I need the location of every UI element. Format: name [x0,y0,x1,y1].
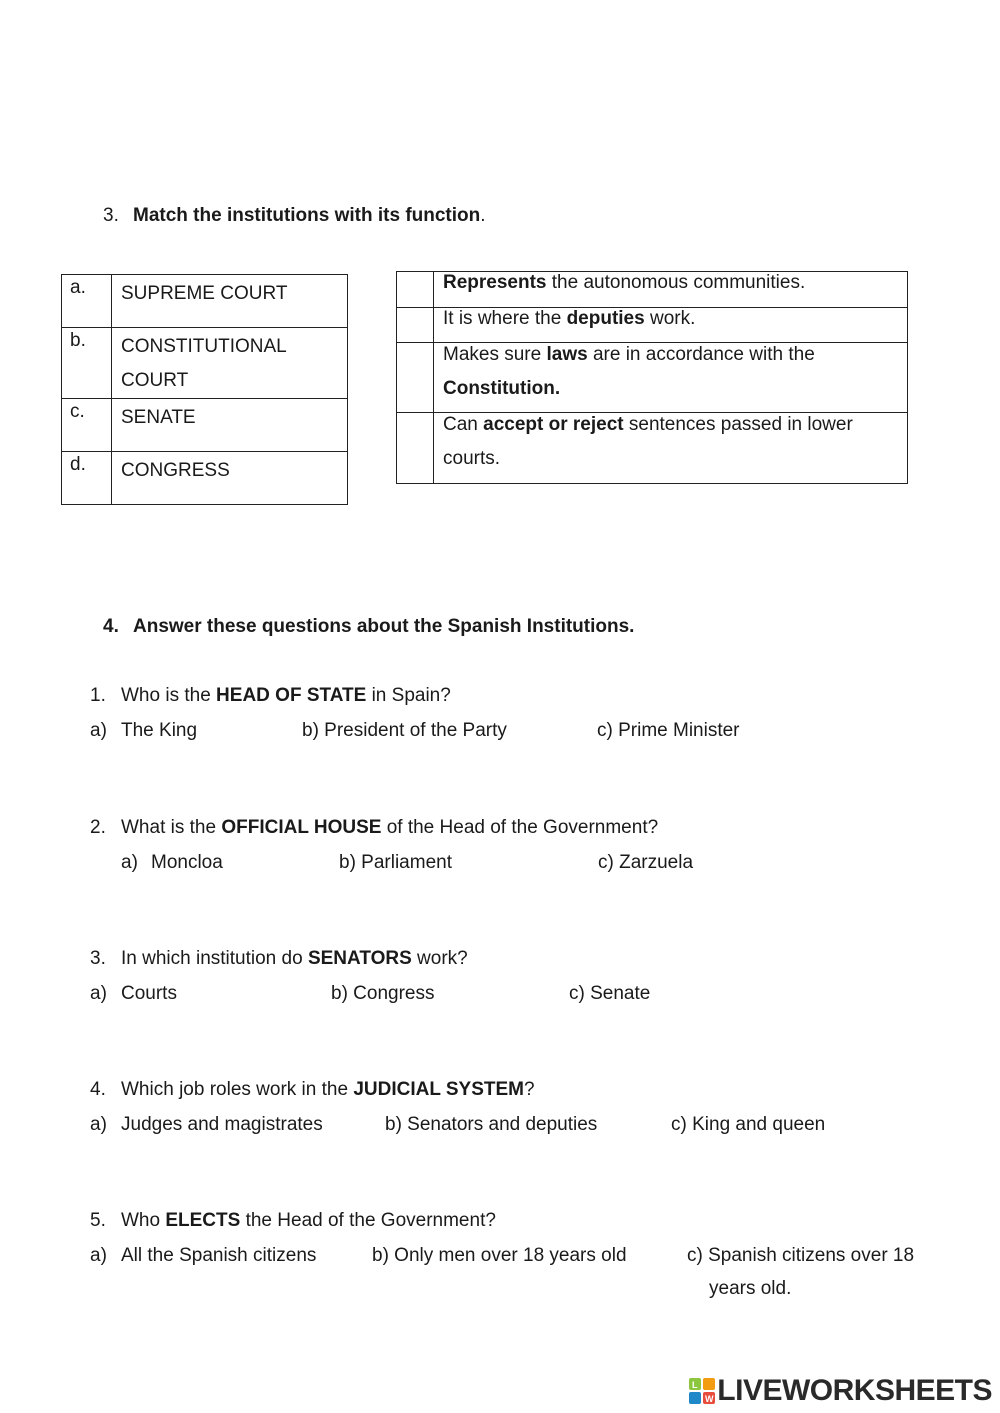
institution-name[interactable]: CONSTITUTIONAL COURT [112,328,348,399]
row-letter: b. [62,328,112,399]
table-row [62,399,348,452]
option-a[interactable]: a) The King [90,720,198,741]
section-4-heading [103,616,634,638]
table-row [62,328,348,399]
answer-drop-box[interactable] [397,272,434,308]
question-4: 4. Which job roles work in the JUDICIAL SYSTEM? [90,1079,535,1100]
option-b[interactable]: b) Only men over 18 years old [372,1245,627,1266]
institution-name[interactable]: SENATE [112,399,348,452]
logo-icon [689,1378,715,1404]
section-title: Answer these questions about the Spanish Institutions. [133,616,635,637]
option-c[interactable]: c) Prime Minister [597,720,740,741]
function-description: Represents the autonomous communities. [434,272,908,308]
function-description: Makes sure laws are in accordance with the Constitution. [434,343,908,413]
section-3-heading: 3. Match the institutions with its function. [103,205,486,226]
row-letter: d. [62,452,112,505]
row-letter: a. [62,275,112,328]
table-row [397,413,908,484]
functions-table [396,271,908,484]
svg-text:L: L [692,1380,698,1390]
question-5: 5. Who ELECTS the Head of the Government? [90,1210,496,1231]
option-a[interactable]: a) Judges and magistrates [90,1114,323,1135]
option-b[interactable]: b) Parliament [339,852,452,873]
option-a[interactable]: a) All the Spanish citizens [90,1245,317,1266]
option-b[interactable]: b) Congress [331,983,435,1004]
question-1: 1. Who is the HEAD OF STATE in Spain? [90,685,451,706]
function-description: Can accept or reject sentences passed in lower courts. [434,413,908,484]
table-row [62,452,348,505]
option-c[interactable]: c) Senate [569,983,651,1004]
logo-text: LIVEWORKSHEETS [717,1374,992,1407]
answer-drop-box[interactable] [397,413,434,484]
answer-drop-box[interactable] [397,308,434,343]
function-description: It is where the deputies work. [434,308,908,343]
table-row [62,275,348,328]
option-a[interactable]: a) Courts [90,983,177,1004]
liveworksheets-logo [689,1374,992,1408]
section-title: Match the institutions with its function [133,205,481,226]
svg-text:W: W [705,1394,714,1404]
section-number: 4. [103,616,119,637]
option-b[interactable]: b) President of the Party [302,720,507,741]
row-letter: c. [62,399,112,452]
table-row [397,343,908,413]
institution-name[interactable]: CONGRESS [112,452,348,505]
institution-name[interactable]: SUPREME COURT [112,275,348,328]
answer-drop-box[interactable] [397,343,434,413]
option-c[interactable]: c) Zarzuela [598,852,694,873]
institutions-table [61,274,348,505]
question-2: 2. What is the OFFICIAL HOUSE of the Head of the Government? [90,817,659,838]
section-number: 3. [103,205,119,226]
question-3: 3. In which institution do SENATORS work? [90,948,468,969]
option-c[interactable]: c) Spanish citizens over 18 years old. [687,1245,915,1299]
option-a[interactable]: a) Moncloa [121,852,223,873]
option-b[interactable]: b) Senators and deputies [385,1114,598,1135]
option-c[interactable]: c) King and queen [671,1114,826,1135]
